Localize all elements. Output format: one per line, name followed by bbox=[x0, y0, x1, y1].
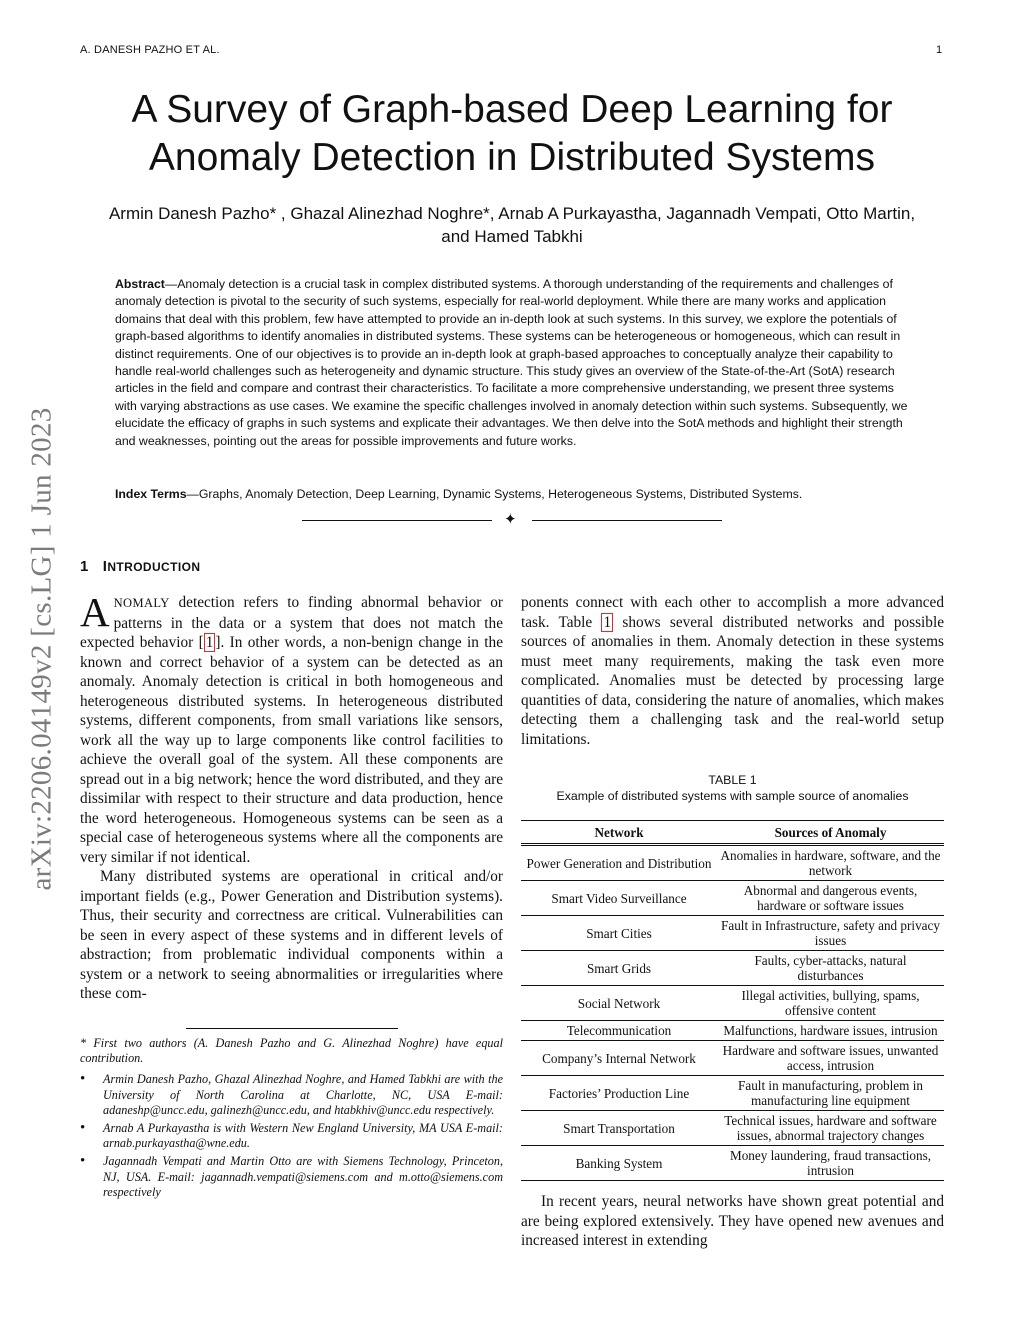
index-terms-label: Index Terms bbox=[115, 487, 187, 501]
abstract-label: Abstract bbox=[115, 277, 165, 291]
table-row bbox=[521, 1146, 944, 1181]
author-list: Armin Danesh Pazho* , Ghazal Alinezhad Noghre*, Arnab A Purkayastha, Jagannadh Vempati, Otto Martin, and Hamed Tabkhi bbox=[108, 204, 916, 246]
table-cell-network: Smart Grids bbox=[521, 951, 717, 986]
intro-smallcaps: NOMALY bbox=[113, 596, 170, 610]
intro-paragraph-1: ANOMALY detection refers to finding abnormal behavior or patterns in the data or a system that does not match the expected behavior [ 1 ]. In other words, a non-benign change in the known and correct behavior of a system can be detected as an anomaly. Anomaly detection is critical in both homogeneous and heterogeneous distributed systems. In heterogeneous distributed systems, different components, from small variations like sensors, work all the way up to large components like control facilities to achieve the overall goal of the system. All these components are spread out in a big network; hence the word distributed, and they are dissimilar with respect to their structure and data production, hence the word heterogeneous. Homogeneous systems can be seen as a special case of heterogeneous systems where all the components are very similar if not identical. bbox=[80, 589, 503, 866]
table-row bbox=[521, 881, 944, 916]
right-column-text bbox=[521, 593, 944, 749]
footnote-rule bbox=[186, 1028, 398, 1029]
table-cell-sources: Faults, cyber-attacks, natural disturbances bbox=[717, 951, 944, 986]
table-caption-text: Example of distributed systems with sample source of anomalies bbox=[556, 789, 909, 803]
table-header-sources: Sources of Anomaly bbox=[717, 821, 944, 845]
table-cell-sources: Fault in Infrastructure, safety and privacy issues bbox=[717, 916, 944, 951]
index-terms-text: —Graphs, Anomaly Detection, Deep Learning, Dynamic Systems, Heterogeneous Systems, Distributed Systems. bbox=[186, 487, 803, 501]
drop-cap: A bbox=[80, 589, 110, 635]
affiliation-item: • Armin Danesh Pazho, Ghazal Alinezhad Noghre, and Hamed Tabkhi are with the University of North Carolina at Charlotte, NC, USA E-mail: adaneshp@uncc.edu, galinezh@uncc.edu, and htabkhiv@uncc.edu respectively. bbox=[80, 1072, 503, 1118]
intro-paragraph-2-continued: ponents connect with each other to accomplish a more advanced task. Table 1 shows several distributed networks and possible sources of anomalies in them. Anomaly detection in these systems must meet many requirements, making the task even more complicated. Anomalies must be detected by processing large quantities of data, considering the nature of anomalies, which makes detecting them a challenging task and the real-world setup limitations. bbox=[521, 594, 944, 748]
table-cell-sources: Malfunctions, hardware issues, intrusion bbox=[717, 1021, 944, 1041]
table-header-row bbox=[521, 821, 944, 845]
table-cell-network: Telecommunication bbox=[521, 1021, 717, 1041]
table-header-network: Network bbox=[521, 821, 717, 845]
table-cell-network: Banking System bbox=[521, 1146, 717, 1181]
table-cell-network: Smart Transportation bbox=[521, 1111, 717, 1146]
affiliation-item: • Arnab A Purkayastha is with Western New England University, MA USA E-mail: arnab.purkayastha@wne.edu. bbox=[80, 1121, 503, 1151]
table-row bbox=[521, 1041, 944, 1076]
section-divider bbox=[302, 512, 722, 530]
table-cell-network: Power Generation and Distribution bbox=[521, 845, 717, 881]
left-column bbox=[80, 589, 503, 1004]
table-caption bbox=[521, 772, 944, 804]
footnotes bbox=[80, 1036, 503, 1203]
section-heading bbox=[80, 558, 200, 575]
section-title-initial: I bbox=[102, 558, 108, 575]
table-row bbox=[521, 986, 944, 1021]
table-cell-network: Smart Video Surveillance bbox=[521, 881, 717, 916]
table-cell-sources: Fault in manufacturing, problem in manufacturing line equipment bbox=[717, 1076, 944, 1111]
table-cell-sources: Anomalies in hardware, software, and the network bbox=[717, 845, 944, 881]
anomaly-table bbox=[521, 820, 944, 1181]
table-cell-sources: Illegal activities, bullying, spams, offensive content bbox=[717, 986, 944, 1021]
section-number: 1 bbox=[80, 558, 89, 575]
running-head: A. DANESH PAZHO ET AL. bbox=[80, 44, 220, 56]
table-row bbox=[521, 951, 944, 986]
index-terms bbox=[115, 486, 911, 503]
footnote-equal-contribution: * First two authors (A. Danesh Pazho and G. Alinezhad Noghre) have equal contribution. bbox=[80, 1036, 503, 1066]
section-title-rest: NTRODUCTION bbox=[107, 560, 201, 574]
table-label: TABLE 1 bbox=[708, 773, 757, 787]
table-cell-network: Smart Cities bbox=[521, 916, 717, 951]
page-number: 1 bbox=[936, 44, 943, 56]
table-row bbox=[521, 1076, 944, 1111]
right-column-continuation bbox=[521, 1192, 944, 1251]
citation-link[interactable]: 1 bbox=[205, 634, 214, 651]
neural-networks-paragraph: In recent years, neural networks have shown great potential and are being explored extensively. They have opened new avenues and increased interest in extending bbox=[521, 1193, 944, 1249]
arxiv-identifier: arXiv:2206.04149v2 [cs.LG] 1 Jun 2023 bbox=[25, 407, 58, 891]
table-reference-link[interactable]: 1 bbox=[603, 613, 612, 631]
divider-line-right bbox=[532, 520, 722, 521]
table-cell-sources: Hardware and software issues, unwanted access, intrusion bbox=[717, 1041, 944, 1076]
intro-paragraph-2: Many distributed systems are operational in critical and/or important fields (e.g., Power Generation and Distribution systems). Thus, their security and correctness are critical. Vulnerabilities can be seen in every aspect of these systems and in different levels of abstraction; from problematic individual components within a system or a network to seeing abnormalities or irregularities where these com- bbox=[80, 868, 503, 1002]
table-row bbox=[521, 916, 944, 951]
affiliation-item: • Jagannadh Vempati and Martin Otto are with Siemens Technology, Princeton, NJ, USA. E-mail: jagannadh.vempati@siemens.com and m.otto@siemens.com respectively bbox=[80, 1154, 503, 1200]
table-cell-sources: Abnormal and dangerous events, hardware or software issues bbox=[717, 881, 944, 916]
divider-line-left bbox=[302, 520, 492, 521]
table-row bbox=[521, 1111, 944, 1146]
table-cell-network: Factories’ Production Line bbox=[521, 1076, 717, 1111]
affiliation-list bbox=[80, 1072, 503, 1200]
abstract bbox=[115, 276, 911, 450]
table-cell-network: Social Network bbox=[521, 986, 717, 1021]
abstract-text: —Anomaly detection is a crucial task in complex distributed systems. A thorough understanding of the requirements and challenges of anomaly detection is pivotal to the security of such systems, especially for real-world deployment. While there are many works and application domains that deal with this problem, few have attempted to provide an in-depth look at such systems. In this survey, we explore the potentials of graph-based algorithms to identify anomalies in distributed systems. These systems can be heterogeneous or homogeneous, which can result in distinct requirements. One of our objectives is to provide an in-depth look at graph-based approaches to conceptually analyze their capability to handle real-world challenges such as heterogeneity and dynamic structure. This study gives an overview of the State-of-the-Art (SotA) research articles in the field and compare and contrast their characteristics. To facilitate a more comprehensive understanding, we present three systems with varying abstractions as use cases. We examine the specific challenges involved in anomaly detection within such systems. Subsequently, we elucidate the efficacy of graphs in such systems and explicate their advantages. We then delve into the SotA methods and highlight their strength and weaknesses, pointing out the areas for possible improvements and future works. bbox=[115, 277, 908, 448]
table-cell-sources: Technical issues, hardware and software issues, abnormal trajectory changes bbox=[717, 1111, 944, 1146]
table-cell-network: Company’s Internal Network bbox=[521, 1041, 717, 1076]
table-cell-sources: Money laundering, fraud transactions, intrusion bbox=[717, 1146, 944, 1181]
table-row bbox=[521, 1021, 944, 1041]
paper-title: A Survey of Graph-based Deep Learning for Anomaly Detection in Distributed Systems bbox=[131, 88, 893, 179]
table-row bbox=[521, 845, 944, 881]
divider-diamond-icon: ✦ bbox=[504, 512, 517, 528]
